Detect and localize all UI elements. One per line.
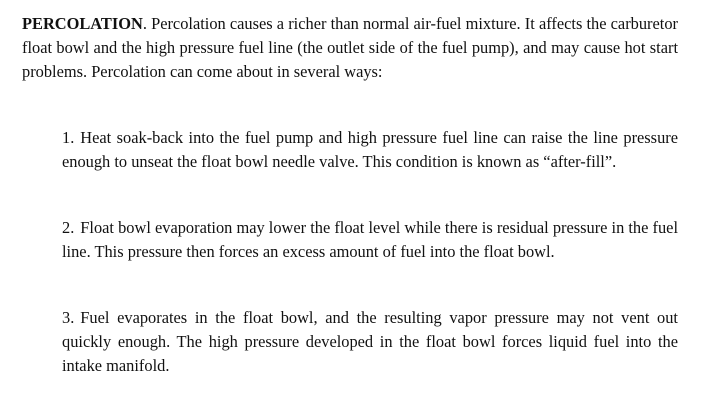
list-item-number: 3. [62,308,75,327]
intro-text: . Percolation causes a richer than normal air-fuel mixture. It affects the carburetor float bowl and the high pressure fuel line (the outlet side of the fuel pump), and may cause hot start problems. Percolation can come about in several ways: [22,14,678,81]
list-item-text: Float bowl evaporation may lower the float level while there is residual pressure in the fuel line. This pressure then forces an excess amount of fuel into the float bowl. [62,218,678,261]
list-item-number: 2. [62,218,75,237]
list-item-number: 1. [62,128,75,147]
intro-paragraph [22,12,678,84]
list-item [62,126,678,174]
list-item [62,306,678,378]
list-item-text: Heat soak-back into the fuel pump and high pressure fuel line can raise the line pressure enough to unseat the float bowl needle valve. This condition is known as “after-fill”. [62,128,678,171]
list-item [62,216,678,264]
list-item-text: Fuel evaporates in the float bowl, and the resulting vapor pressure may not vent out quickly enough. The high pressure developed in the float bowl forces liquid fuel into the intake manifold. [62,308,678,375]
section-heading: PERCOLATION [22,14,143,33]
